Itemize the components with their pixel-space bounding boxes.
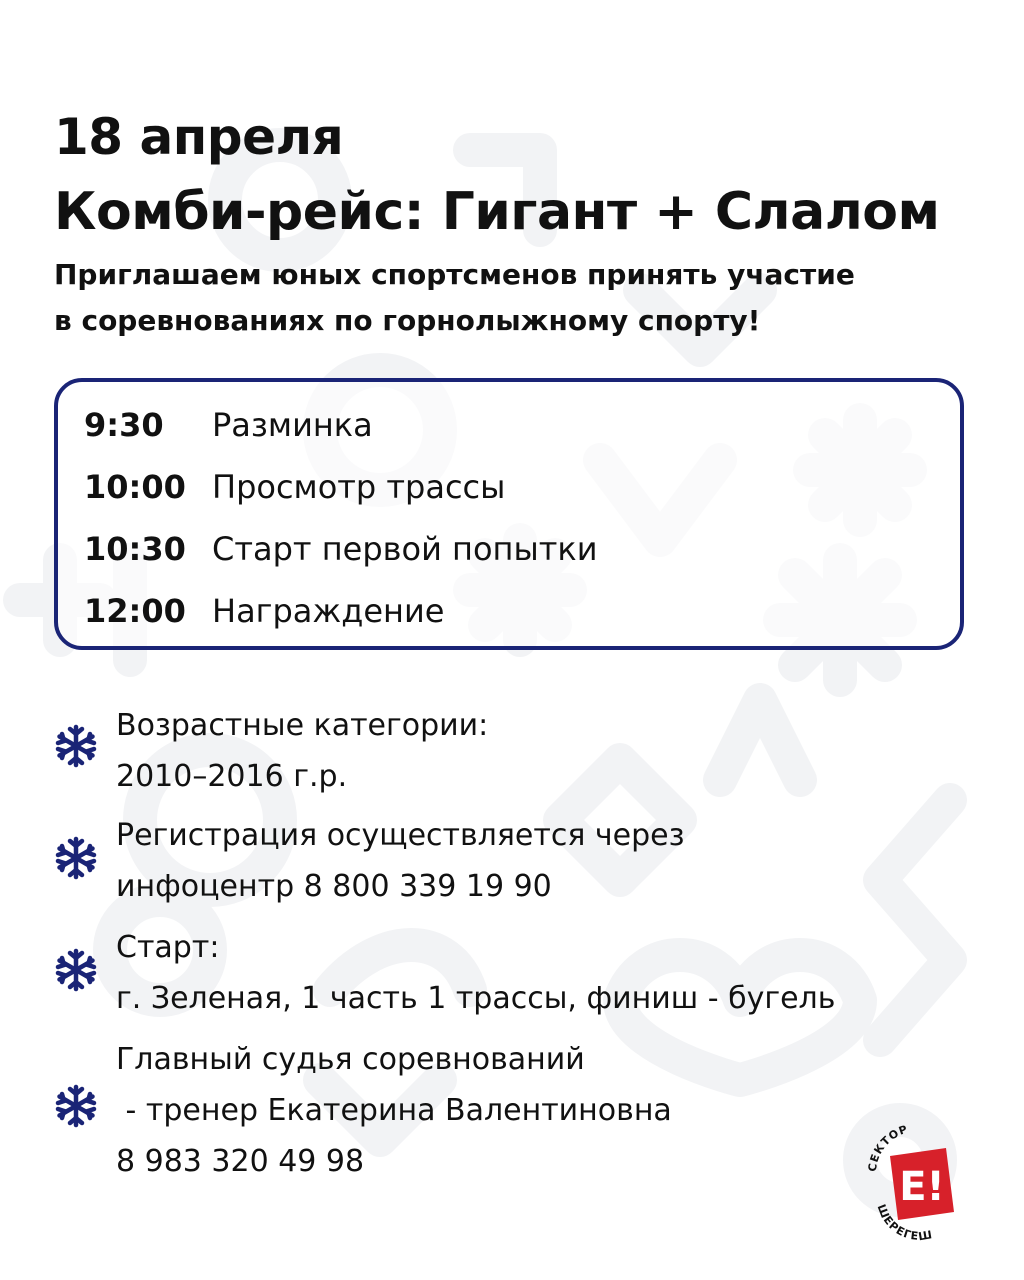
schedule-time: 10:30 [84, 530, 186, 568]
snowflake-icon [54, 1084, 98, 1128]
event-subtitle [54, 252, 984, 344]
schedule-time: 12:00 [84, 592, 186, 630]
info-text [116, 700, 488, 802]
subtitle-line: в соревнованиях по горнолыжному спорту! [54, 304, 761, 337]
subtitle-line: Приглашаем юных спортсменов принять участие [54, 258, 855, 291]
schedule-box [54, 378, 964, 650]
schedule-time: 9:30 [84, 406, 164, 444]
event-title: Комби-рейс: Гигант + Слалом [54, 182, 940, 242]
logo-top-text: СЕКТОР [865, 1122, 910, 1173]
info-text [116, 810, 685, 912]
snowflake-icon [54, 724, 98, 768]
info-line: Возрастные категории: [116, 708, 489, 743]
event-date: 18 апреля [54, 108, 344, 166]
info-line: 8 983 320 49 98 [116, 1144, 365, 1179]
info-line: г. Зеленая, 1 часть 1 трассы, финиш - бугель [116, 981, 836, 1016]
info-line: инфоцентр 8 800 339 19 90 [116, 869, 552, 904]
info-text [116, 1034, 672, 1187]
sektor-sheregesh-logo [862, 1120, 972, 1250]
logo-mark: E! [899, 1164, 945, 1210]
schedule-label: Старт первой попытки [212, 530, 598, 568]
info-line: 2010–2016 г.р. [116, 759, 348, 794]
info-line: Старт: [116, 930, 220, 965]
info-line: Главный судья соревнований [116, 1042, 585, 1077]
info-line: Регистрация осуществляется через [116, 818, 685, 853]
schedule-label: Разминка [212, 406, 373, 444]
info-text [116, 922, 835, 1024]
schedule-label: Награждение [212, 592, 445, 630]
logo-bottom-text: ШЕРЕГЕШ [874, 1202, 934, 1244]
schedule-label: Просмотр трассы [212, 468, 506, 506]
snowflake-icon [54, 836, 98, 880]
info-line: - тренер Екатерина Валентиновна [116, 1093, 672, 1128]
schedule-time: 10:00 [84, 468, 186, 506]
snowflake-icon [54, 948, 98, 992]
